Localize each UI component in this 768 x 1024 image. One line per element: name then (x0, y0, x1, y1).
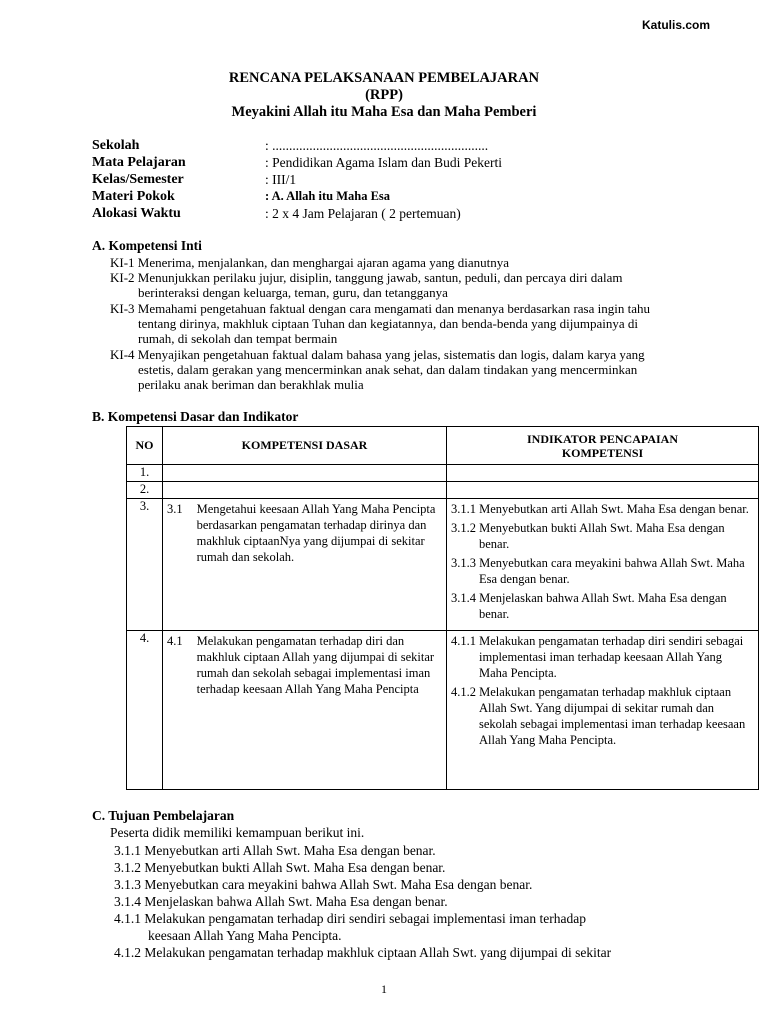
table-row (127, 631, 759, 790)
indicator-item: 3.1.4 Menjelaskan bahwa Allah Swt. Maha Esa dengan benar. (451, 591, 727, 621)
section-heading-tujuan: C. Tujuan Pembelajaran (92, 808, 235, 823)
kd-cell (163, 499, 447, 631)
tujuan-item: keesaan Allah Yang Maha Pencipta. (148, 928, 342, 943)
ki-line: berinteraksi dengan keluarga, teman, guru, dan tetangganya (138, 285, 448, 300)
indicator-cell (447, 465, 759, 482)
identity-value: : A. Allah itu Maha Esa (265, 189, 391, 203)
identity-value: : 2 x 4 Jam Pelajaran ( 2 pertemuan) (265, 206, 461, 221)
kd-cell (163, 482, 447, 499)
ki-line: KI-4 Menyajikan pengetahuan faktual dalam bahasa yang jelas, sistematis dan logis, dalam karya yang (110, 347, 645, 362)
tujuan-item: 3.1.4 Menjelaskan bahwa Allah Swt. Maha Esa dengan benar. (114, 894, 448, 909)
row-number: 2. (127, 482, 163, 499)
ki-line: rumah, di sekolah dan tempat bermain (138, 331, 338, 346)
ki-line: KI-3 Memahami pengetahuan faktual dengan cara mengamati dan menanya berdasarkan rasa ingin tahu (110, 301, 650, 316)
ki-line: estetis, dalam gerakan yang mencerminkan anak sehat, dan dalam tindakan yang mencerminkan (138, 362, 638, 377)
tujuan-item: 3.1.2 Menyebutkan bukti Allah Swt. Maha Esa dengan benar. (114, 860, 446, 875)
site-watermark: Katulis.com (642, 18, 711, 32)
tujuan-item: 3.1.1 Menyebutkan arti Allah Swt. Maha Esa dengan benar. (114, 843, 436, 858)
indicator-cell (447, 631, 759, 790)
ki-line: tentang dirinya, makhluk ciptaan Tuhan dan kegiatannya, dan benda-benda yang dijumpainya di (138, 316, 639, 331)
identity-label: Mata Pelajaran (92, 155, 186, 170)
indicator-item: 4.1.1 Melakukan pengamatan terhadap diri sendiri sebagai implementasi iman terhadap keesaan Allah Yang Maha Pencipta. (451, 634, 744, 680)
indicator-cell (447, 499, 759, 631)
kd-code: 3.1 (167, 502, 183, 516)
identity-label: Kelas/Semester (92, 172, 184, 187)
section-heading-kompetensi-dasar: B. Kompetensi Dasar dan Indikator (92, 409, 299, 424)
identity-value: : Pendidikan Agama Islam dan Budi Pekerti (265, 155, 502, 170)
identity-label: Alokasi Waktu (92, 206, 181, 221)
tujuan-intro: Peserta didik memiliki kemampuan berikut ini. (110, 825, 365, 840)
row-number: 4. (127, 631, 163, 790)
identity-value: : ................................................................ (265, 138, 489, 153)
column-header-indikator: INDIKATOR PENCAPAIAN KOMPETENSI (447, 427, 759, 465)
tujuan-item: 4.1.1 Melakukan pengamatan terhadap diri sendiri sebagai implementasi iman terhadap (114, 911, 586, 926)
identity-label: Materi Pokok (92, 189, 175, 204)
document-title: RENCANA PELAKSANAAN PEMBELAJARAN (228, 70, 540, 86)
page-number: 1 (381, 982, 387, 996)
indicator-item: 4.1.2 Melakukan pengamatan terhadap makhluk ciptaan Allah Swt. Yang dijumpai di sekitar rumah dan sekolah sebagai implementasi iman terhadap keesaan Allah Yang Maha Pencipta. (451, 685, 746, 747)
identity-value: : III/1 (265, 172, 297, 187)
column-header-no: NO (127, 427, 163, 465)
kd-cell (163, 465, 447, 482)
row-number: 1. (127, 465, 163, 482)
kd-cell (163, 631, 447, 790)
table-row (127, 465, 759, 482)
row-number: 3. (127, 499, 163, 631)
table-row (127, 482, 759, 499)
table-header-row (127, 427, 759, 465)
tujuan-item: 3.1.3 Menyebutkan cara meyakini bahwa Allah Swt. Maha Esa dengan benar. (114, 877, 533, 892)
kd-text: Mengetahui keesaan Allah Yang Maha Pencipta berdasarkan pengamatan terhadap dirinya dan makhluk ciptaanNya yang dijumpai di sekitar rumah dan sekolah. (196, 502, 436, 564)
section-heading-kompetensi-inti: A. Kompetensi Inti (92, 238, 202, 253)
identity-label: Sekolah (92, 138, 140, 153)
indicator-item: 3.1.2 Menyebutkan bukti Allah Swt. Maha Esa dengan benar. (451, 521, 725, 551)
kd-text: Melakukan pengamatan terhadap diri dan makhluk ciptaan Allah yang dijumpai di sekitar rumah dan sekolah sebagai implementasi iman terhadap keesaan Allah Yang Maha Pencipta (196, 634, 435, 696)
tujuan-item: 4.1.2 Melakukan pengamatan terhadap makhluk ciptaan Allah Swt. yang dijumpai di sekitar (114, 945, 612, 960)
indicator-item: 3.1.1 Menyebutkan arti Allah Swt. Maha Esa dengan benar. (451, 502, 749, 516)
column-header-kompetensi-dasar: KOMPETENSI DASAR (163, 427, 447, 465)
document-topic: Meyakini Allah itu Maha Esa dan Maha Pemberi (231, 104, 537, 120)
kd-code: 4.1 (167, 634, 183, 648)
competency-table (126, 426, 759, 790)
indicator-item: 3.1.3 Menyebutkan cara meyakini bahwa Allah Swt. Maha Esa dengan benar. (451, 556, 745, 586)
ki-line: perilaku anak beriman dan berakhlak mulia (138, 377, 364, 392)
ki-line: KI-1 Menerima, menjalankan, dan menghargai ajaran agama yang dianutnya (110, 255, 509, 270)
document-subtitle: (RPP) (365, 87, 403, 103)
ki-line: KI-2 Menunjukkan perilaku jujur, disiplin, tanggung jawab, santun, peduli, dan percaya diri dalam (110, 270, 623, 285)
indicator-cell (447, 482, 759, 499)
table-row (127, 499, 759, 631)
